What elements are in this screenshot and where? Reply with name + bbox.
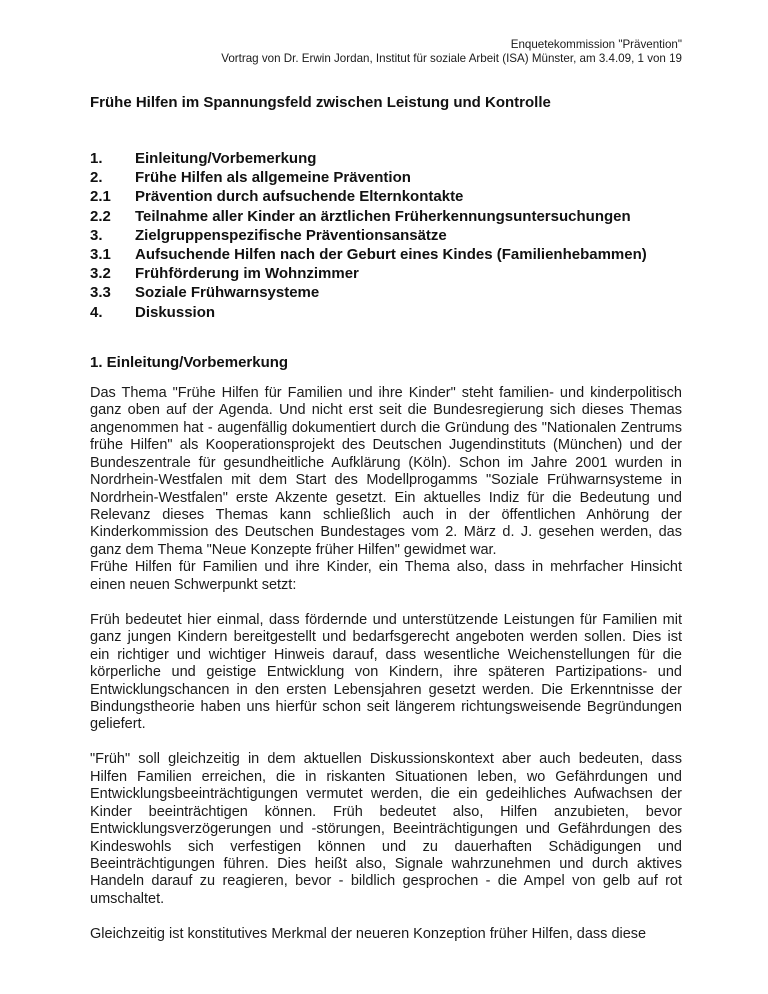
toc-item-label: Aufsuchende Hilfen nach der Geburt eines Kindes (Familienhebammen) <box>135 246 647 264</box>
toc-item-number: 2.2 <box>90 207 111 225</box>
header-line-author-page: Vortrag von Dr. Erwin Jordan, Institut für soziale Arbeit (ISA) Münster, am 3.4.09, 1 von 19 <box>221 51 682 65</box>
paragraph-frueh-leistungen: Früh bedeutet hier einmal, dass fördernde und unterstützende Leistungen für Familien mit ganz jungen Kindern bereitgestellt und bedarfsgerecht angeboten werden sollen. Dies ist ein richtiger und wichtiger Hinweis darauf, dass wesentliche Weichenstellungen für die körperliche und geistige Entwicklung von Kindern, ihre späteren Partizipations- und Entwicklungschancen in den ersten Lebensjahren gesetzt werden. Die Erkenntnisse der Bindungstheorie haben uns hierfür schon seit längerem richtungsweisende Begründungen geliefert. <box>90 611 682 733</box>
paragraph-intro-topic: Das Thema "Frühe Hilfen für Familien und ihre Kinder" steht familien- und kinderpolitisch ganz oben auf der Agenda. Und nicht erst seit die Bundesregierung sich dieses Themas angenommen hat - augenfällig dokumentiert durch die Gründung des "Nationalen Zentrums frühe Hilfen" als Kooperationsprojekt des Deutschen Jugendinstituts (München) und der Bundeszentrale für gesundheitliche Aufklärung (Köln). Schon im Jahre 2001 wurden in Nordrhein-Westfalen mit dem Start des Modellprogamms "Soziale Frühwarnsysteme in Nordrhein-Westfalen" erste Akzente gesetzt. Ein aktuelles Indiz für die Bedeutung und Relevanz dieses Themas kann schließlich auch in der öffentlichen Anhörung der Kinderkommission des Deutschen Bundestages vom 2. März d. J. gesehen werden, das ganz dem Thema "Neue Konzepte früher Hilfen" gewidmet war. <box>90 384 682 558</box>
toc-item-number: 2.1 <box>90 188 111 206</box>
toc-item <box>90 303 682 322</box>
toc-item <box>90 283 682 302</box>
toc-item <box>90 245 682 264</box>
section-1-body <box>90 385 682 943</box>
toc-item-label: Soziale Frühwarnsysteme <box>135 284 320 302</box>
toc-item-label: Frühförderung im Wohnzimmer <box>135 265 359 283</box>
toc-item-number: 4. <box>90 303 103 321</box>
toc-item-number: 3.1 <box>90 246 111 264</box>
toc-item-label: Diskussion <box>135 303 216 321</box>
header-line-committee: Enquetekommission "Prävention" <box>510 38 682 51</box>
paragraph-intro-topic-closing: Frühe Hilfen für Familien und ihre Kinder, ein Thema also, dass in mehrfacher Hinsicht einen neuen Schwerpunkt setzt: <box>90 559 682 593</box>
toc-item <box>90 149 682 168</box>
toc-item-label: Einleitung/Vorbemerkung <box>135 150 317 167</box>
toc-item <box>90 226 682 245</box>
toc-item-number: 3.2 <box>90 265 111 283</box>
toc-item-number: 3. <box>90 226 103 244</box>
toc-item <box>90 168 682 187</box>
toc-item-number: 3.3 <box>90 284 111 302</box>
toc-item-number: 1. <box>90 150 103 167</box>
toc-item <box>90 187 682 206</box>
section-1-heading: 1. Einleitung/Vorbemerkung <box>90 353 289 371</box>
table-of-contents <box>90 149 682 322</box>
toc-item <box>90 207 682 226</box>
toc-item-label: Prävention durch aufsuchende Elternkontakte <box>135 188 464 206</box>
document-header <box>90 38 682 65</box>
toc-item-number: 2. <box>90 169 103 187</box>
paragraph-frueh-risiken: "Früh" soll gleichzeitig in dem aktuellen Diskussionskontext aber auch bedeuten, dass Hilfen Familien erreichen, die in riskanten Situationen leben, wo Gefährdungen und Entwicklungsbeeinträchtigungen vermutet werden, die ein gedeihliches Aufwachsen der Kinder beeinträchtigen können. Früh bedeutet also, Hilfen anzubieten, bevor Entwicklungsverzögerungen und -störungen, Beeinträchtigungen und Gefährdungen des Kindeswohls sich verfestigen können und zu dauerhaften Schädigungen und Beeinträchtigungen führen. Dies heißt also, Signale wahrzunehmen und durch aktives Handeln darauf zu reagieren, bevor - bildlich gesprochen - die Ampel von gelb auf rot umschaltet. <box>90 751 682 907</box>
toc-item-label: Zielgruppenspezifische Präventionsansätze <box>135 226 447 244</box>
toc-item <box>90 264 682 283</box>
paragraph-gleichzeitig-merkmal: Gleichzeitig ist konstitutives Merkmal der neueren Konzeption früher Hilfen, dass diese <box>90 925 647 942</box>
document-title: Frühe Hilfen im Spannungsfeld zwischen Leistung und Kontrolle <box>90 94 551 111</box>
toc-item-label: Teilnahme aller Kinder an ärztlichen Früherkennungsuntersuchungen <box>135 207 631 225</box>
toc-item-label: Frühe Hilfen als allgemeine Prävention <box>135 169 411 187</box>
